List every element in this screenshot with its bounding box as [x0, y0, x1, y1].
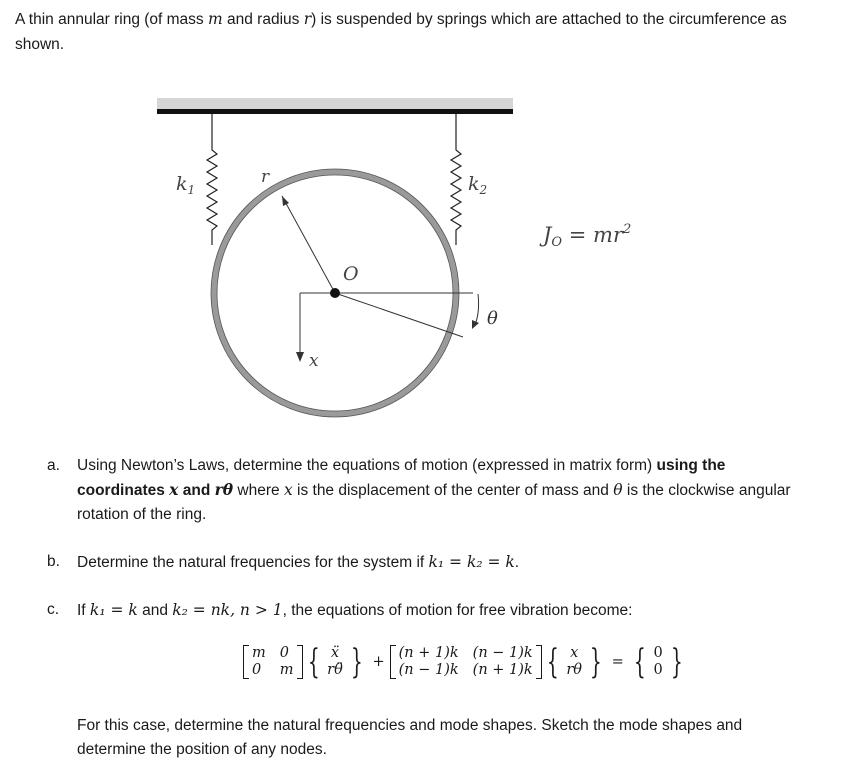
displacement-vector: { x rθ } — [546, 642, 602, 682]
equation-of-motion — [243, 642, 687, 682]
ceiling-shade — [157, 98, 513, 109]
label-x: x — [309, 351, 319, 371]
mass-symbol: m — [208, 10, 223, 28]
theta-arrowhead-icon — [472, 320, 479, 329]
acceleration-vector: { ẍ rθ̈ } — [307, 642, 363, 682]
spring-k2 — [451, 114, 461, 245]
equals-sign: = — [611, 654, 624, 670]
mass-matrix: m 0 0 m — [243, 645, 303, 679]
label-center-O: O — [343, 263, 359, 285]
zero-vector: { 0 0 } — [633, 642, 683, 682]
question-text: Using Newton’s Laws, determine the equations of motion (expressed in matrix form) using the coordinates x and rθ where x is the displacement of the center of mass and θ is the clockwise angular rotation of the ring. — [77, 457, 791, 523]
final-instruction: For this case, determine the natural frequencies and mode shapes. Sketch the mode shapes and determine the position of any nodes. — [77, 717, 743, 758]
label-k1: $k_1$ — [176, 173, 196, 197]
x-arrowhead-icon — [296, 352, 304, 362]
question-label: c. — [47, 601, 60, 618]
label-r: r — [261, 167, 270, 187]
plus-sign: + — [372, 654, 385, 670]
spring-k1 — [207, 114, 217, 245]
problem-intro: A thin annular ring (of mass m and radius r) is suspended by springs which are attached to the circumference as shown. — [15, 10, 787, 53]
question-label: a. — [47, 457, 60, 474]
inertia-formula: JO = $mr^2$ — [543, 222, 632, 250]
center-of-mass-dot — [330, 288, 340, 298]
radius-symbol: r — [303, 10, 312, 28]
stiffness-matrix: (n + 1)k (n − 1)k (n − 1)k (n + 1)k — [390, 645, 542, 679]
ceiling-bar — [157, 109, 513, 114]
question-text: Determine the natural frequencies for the system if k₁ = k₂ = k. — [77, 553, 520, 571]
label-k2: $k_2$ — [468, 173, 488, 197]
label-theta: θ — [487, 308, 498, 329]
theta-arc — [475, 294, 479, 325]
question-label: b. — [47, 553, 60, 570]
radius-line — [282, 196, 335, 293]
question-text: If k₁ = k and k₂ = nk, n > 1, the equations of motion for free vibration become: — [77, 601, 633, 619]
radius-arrowhead — [282, 196, 289, 206]
rotated-reference-line — [335, 293, 463, 337]
